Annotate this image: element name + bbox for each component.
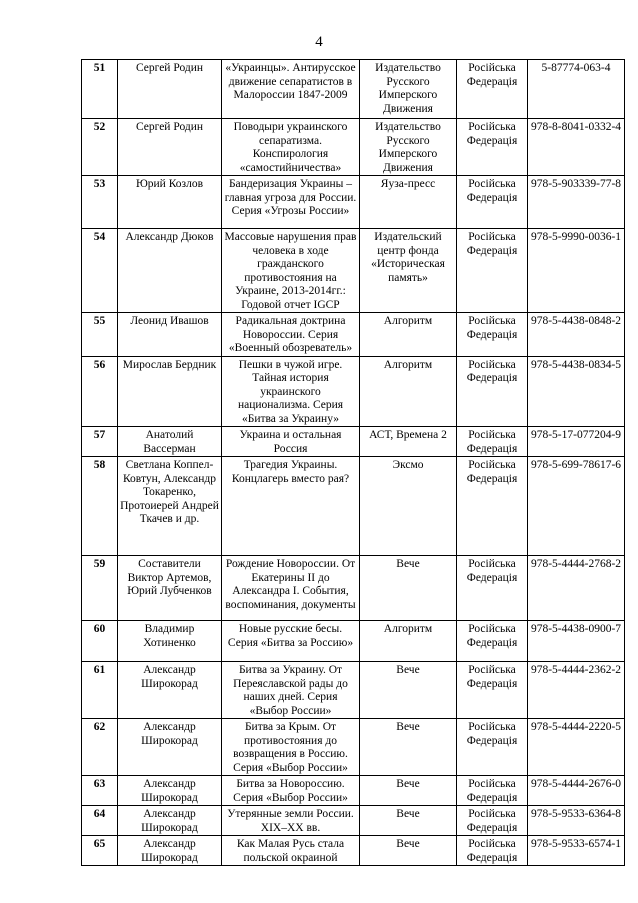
isbn-cell: 978-5-4444-2768-2 bbox=[528, 556, 625, 621]
row-number: 56 bbox=[82, 356, 118, 427]
isbn-cell: 978-5-903339-77-8 bbox=[528, 176, 625, 229]
author-cell: Сергей Родин bbox=[118, 119, 222, 176]
author-cell: Александр Широкорад bbox=[118, 662, 222, 719]
author-cell: Александр Широкорад bbox=[118, 806, 222, 836]
table-row bbox=[82, 836, 625, 866]
author-cell: Мирослав Бердник bbox=[118, 356, 222, 427]
isbn-cell: 978-8-8041-0332-4 bbox=[528, 119, 625, 176]
author-cell: Анатолий Вассерман bbox=[118, 427, 222, 457]
page-number: 4 bbox=[315, 34, 323, 50]
publisher-cell: Алгоритм bbox=[360, 313, 457, 357]
author-cell: Владимир Хотиненко bbox=[118, 621, 222, 662]
table-row bbox=[82, 427, 625, 457]
row-number: 64 bbox=[82, 806, 118, 836]
author-cell: Александр Широкорад bbox=[118, 776, 222, 806]
books-table-body bbox=[82, 60, 625, 866]
table-row bbox=[82, 556, 625, 621]
row-number: 65 bbox=[82, 836, 118, 866]
title-cell: Битва за Новороссию. Серия «Выбор России» bbox=[222, 776, 360, 806]
row-number: 51 bbox=[82, 60, 118, 119]
title-cell: Радикальная доктрина Новороссии. Серия «Военный обозреватель» bbox=[222, 313, 360, 357]
table-row bbox=[82, 119, 625, 176]
row-number: 54 bbox=[82, 229, 118, 313]
author-cell: Составители Виктор Артемов, Юрий Лубченков bbox=[118, 556, 222, 621]
publisher-cell: Вече bbox=[360, 719, 457, 776]
country-cell: Російська Федерація bbox=[457, 356, 528, 427]
country-cell: Російська Федерація bbox=[457, 776, 528, 806]
publisher-cell: Вече bbox=[360, 776, 457, 806]
publisher-cell: Издательство Русского Имперского Движения bbox=[360, 119, 457, 176]
publisher-cell: Алгоритм bbox=[360, 621, 457, 662]
author-cell: Александр Широкорад bbox=[118, 836, 222, 866]
country-cell: Російська Федерація bbox=[457, 457, 528, 556]
isbn-cell: 978-5-4438-0848-2 bbox=[528, 313, 625, 357]
publisher-cell: Вече bbox=[360, 806, 457, 836]
country-cell: Російська Федерація bbox=[457, 176, 528, 229]
title-cell: Битва за Украину. От Переяславской рады до наших дней. Серия «Выбор России» bbox=[222, 662, 360, 719]
table-row bbox=[82, 60, 625, 119]
isbn-cell: 978-5-4444-2676-0 bbox=[528, 776, 625, 806]
title-cell: Новые русские бесы. Серия «Битва за Россию» bbox=[222, 621, 360, 662]
isbn-cell: 978-5-9533-6364-8 bbox=[528, 806, 625, 836]
table-row bbox=[82, 662, 625, 719]
isbn-cell: 978-5-17-077204-9 bbox=[528, 427, 625, 457]
country-cell: Російська Федерація bbox=[457, 836, 528, 866]
publisher-cell: АСТ, Времена 2 bbox=[360, 427, 457, 457]
author-cell: Светлана Коппел-Ковтун, Александр Токаренко, Протоиерей Андрей Ткачев и др. bbox=[118, 457, 222, 556]
row-number: 58 bbox=[82, 457, 118, 556]
isbn-cell: 978-5-4444-2362-2 bbox=[528, 662, 625, 719]
table-row bbox=[82, 176, 625, 229]
country-cell: Російська Федерація bbox=[457, 229, 528, 313]
author-cell: Александр Широкорад bbox=[118, 719, 222, 776]
row-number: 53 bbox=[82, 176, 118, 229]
row-number: 63 bbox=[82, 776, 118, 806]
isbn-cell: 5-87774-063-4 bbox=[528, 60, 625, 119]
publisher-cell: Вече bbox=[360, 556, 457, 621]
publisher-cell: Эксмо bbox=[360, 457, 457, 556]
row-number: 60 bbox=[82, 621, 118, 662]
isbn-cell: 978-5-4438-0834-5 bbox=[528, 356, 625, 427]
table-row bbox=[82, 621, 625, 662]
country-cell: Російська Федерація bbox=[457, 719, 528, 776]
title-cell: Бандеризация Украины – главная угроза для России. Серия «Угрозы России» bbox=[222, 176, 360, 229]
country-cell: Російська Федерація bbox=[457, 621, 528, 662]
title-cell: Рождение Новороссии. От Екатерины II до Александра I. События, воспоминания, документы bbox=[222, 556, 360, 621]
title-cell: Поводыри украинского сепаратизма. Конспирология «самостийничества» bbox=[222, 119, 360, 176]
title-cell: Трагедия Украины. Концлагерь вместо рая? bbox=[222, 457, 360, 556]
table-row bbox=[82, 719, 625, 776]
country-cell: Російська Федерація bbox=[457, 427, 528, 457]
row-number: 57 bbox=[82, 427, 118, 457]
title-cell: Украина и остальная Россия bbox=[222, 427, 360, 457]
country-cell: Російська Федерація bbox=[457, 556, 528, 621]
isbn-cell: 978-5-9990-0036-1 bbox=[528, 229, 625, 313]
author-cell: Юрий Козлов bbox=[118, 176, 222, 229]
publisher-cell: Издательский центр фонда «Историческая память» bbox=[360, 229, 457, 313]
title-cell: Пешки в чужой игре. Тайная история украинского национализма. Серия «Битва за Украину» bbox=[222, 356, 360, 427]
country-cell: Російська Федерація bbox=[457, 662, 528, 719]
author-cell: Александр Дюков bbox=[118, 229, 222, 313]
isbn-cell: 978-5-4444-2220-5 bbox=[528, 719, 625, 776]
publisher-cell: Вече bbox=[360, 662, 457, 719]
country-cell: Російська Федерація bbox=[457, 313, 528, 357]
table-row bbox=[82, 313, 625, 357]
isbn-cell: 978-5-9533-6574-1 bbox=[528, 836, 625, 866]
books-table bbox=[81, 59, 625, 866]
row-number: 61 bbox=[82, 662, 118, 719]
publisher-cell: Издательство Русского Имперского Движения bbox=[360, 60, 457, 119]
publisher-cell: Яуза-пресс bbox=[360, 176, 457, 229]
row-number: 52 bbox=[82, 119, 118, 176]
table-row bbox=[82, 776, 625, 806]
title-cell: «Украинцы». Антирусское движение сепаратистов в Малороссии 1847-2009 bbox=[222, 60, 360, 119]
table-row bbox=[82, 229, 625, 313]
row-number: 62 bbox=[82, 719, 118, 776]
publisher-cell: Вече bbox=[360, 836, 457, 866]
title-cell: Как Малая Русь стала польской окраиной bbox=[222, 836, 360, 866]
author-cell: Леонид Ивашов bbox=[118, 313, 222, 357]
isbn-cell: 978-5-4438-0900-7 bbox=[528, 621, 625, 662]
country-cell: Російська Федерація bbox=[457, 119, 528, 176]
title-cell: Битва за Крым. От противостояния до возвращения в Россию. Серия «Выбор России» bbox=[222, 719, 360, 776]
table-row bbox=[82, 457, 625, 556]
table-row bbox=[82, 356, 625, 427]
author-cell: Сергей Родин bbox=[118, 60, 222, 119]
row-number: 55 bbox=[82, 313, 118, 357]
publisher-cell: Алгоритм bbox=[360, 356, 457, 427]
country-cell: Російська Федерація bbox=[457, 806, 528, 836]
country-cell: Російська Федерація bbox=[457, 60, 528, 119]
title-cell: Массовые нарушения прав человека в ходе гражданского противостояния на Украине, 2013-2014гг.: Годовой отчет IGCP bbox=[222, 229, 360, 313]
title-cell: Утерянные земли России. XIX–XX вв. bbox=[222, 806, 360, 836]
table-row bbox=[82, 806, 625, 836]
isbn-cell: 978-5-699-78617-6 bbox=[528, 457, 625, 556]
row-number: 59 bbox=[82, 556, 118, 621]
